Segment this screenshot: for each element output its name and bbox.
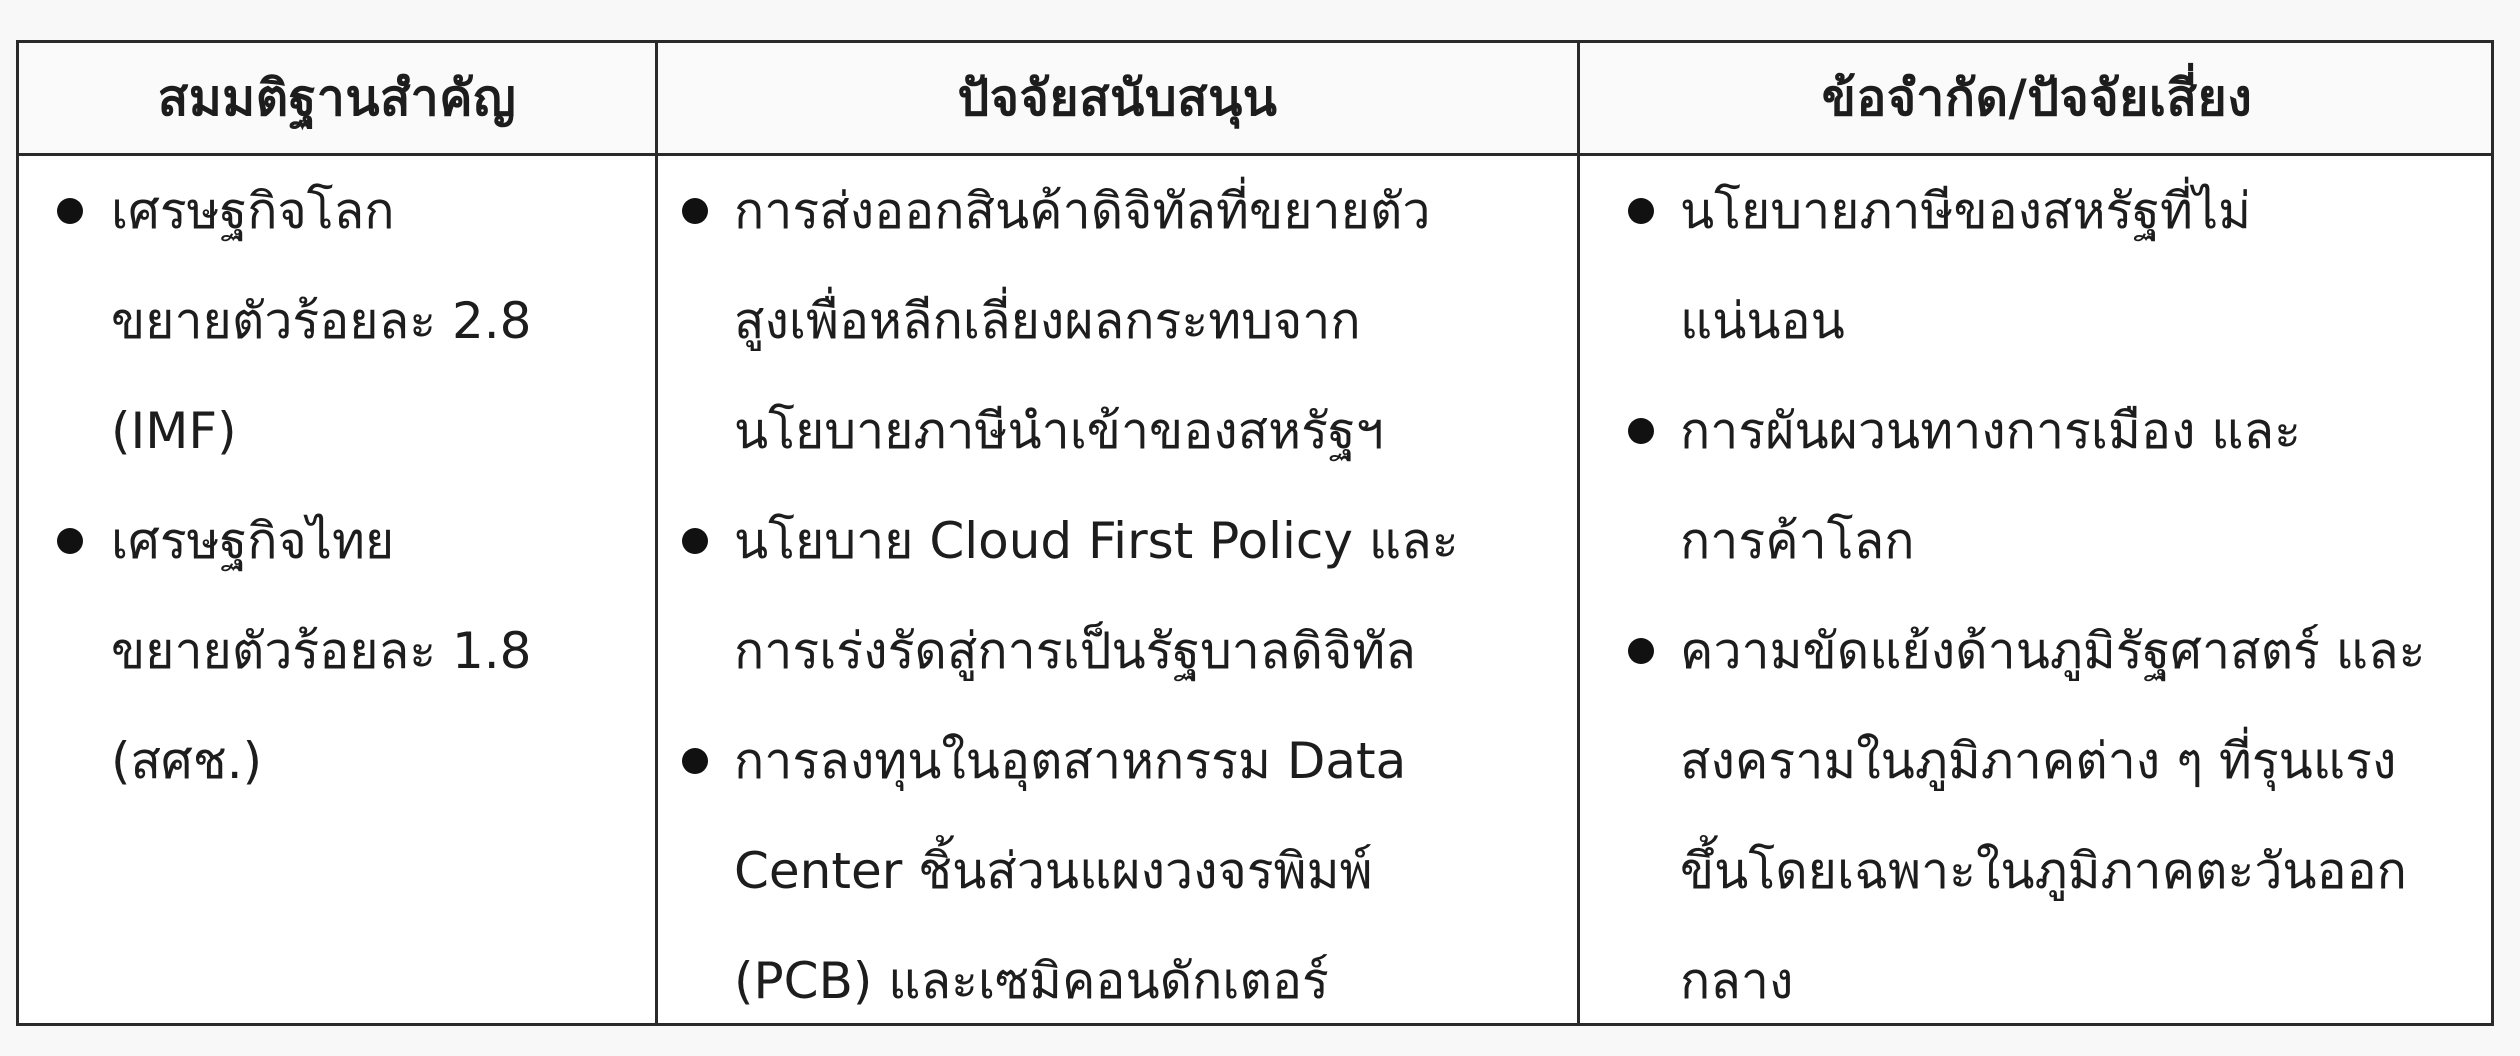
list-item-text: นโยบาย Cloud First Policy และ การเร่งรัดสู่การเป็นรัฐบาลดิจิทัล <box>734 512 1459 680</box>
assumptions-list <box>49 156 655 816</box>
header-constraints-risks: ข้อจำกัด/ปัจจัยเสี่ยง <box>1821 68 2253 127</box>
cell-constraints-risks <box>1580 156 2494 1023</box>
list-item-text: นโยบายภาษีของสหรัฐที่ไม่ แน่นอน <box>1680 182 2252 350</box>
list-item <box>49 156 655 486</box>
bullet-icon <box>682 528 708 554</box>
bullet-icon <box>682 198 708 224</box>
assumptions-table <box>16 40 2494 1026</box>
supporting-factors-list <box>676 156 1577 1036</box>
list-item-text: การลงทุนในอุตสาหกรรม Data Center ชิ้นส่วนแผงวงจรพิมพ์ (PCB) และเซมิคอนดักเตอร์ <box>734 732 1407 1010</box>
list-item <box>676 156 1577 486</box>
header-key-assumptions: สมมติฐานสำคัญ <box>157 68 517 127</box>
list-item-text: ความขัดแย้งด้านภูมิรัฐศาสตร์ และ สงครามในภูมิภาคต่าง ๆ ที่รุนแรง ขึ้นโดยเฉพาะในภูมิภาคตะวันออก กลาง <box>1680 622 2426 1010</box>
list-item-text: การผันผวนทางการเมือง และ การค้าโลก <box>1680 402 2301 570</box>
bullet-icon <box>1628 638 1654 664</box>
cell-supporting-factors <box>658 156 1577 1023</box>
list-item <box>676 486 1577 706</box>
bullet-icon <box>682 748 708 774</box>
table-header-row <box>19 43 2491 156</box>
list-item-text: เศรษฐกิจโลก ขยายตัวร้อยละ 2.8 (IMF) <box>111 182 532 460</box>
cell-key-assumptions <box>19 156 655 1023</box>
list-item <box>49 486 655 816</box>
list-item-text: การส่งออกสินค้าดิจิทัลที่ขยายตัว สูงเพื่อหลีกเลี่ยงผลกระทบจาก นโยบายภาษีนำเข้าของสหรัฐฯ <box>734 182 1431 460</box>
bullet-icon <box>1628 198 1654 224</box>
list-item <box>676 706 1577 1036</box>
bullet-icon <box>57 528 83 554</box>
list-item <box>1620 156 2494 376</box>
list-item-text: เศรษฐกิจไทย ขยายตัวร้อยละ 1.8 (สศช.) <box>111 512 532 790</box>
list-item <box>1620 376 2494 596</box>
list-item <box>1620 596 2494 1036</box>
bullet-icon <box>1628 418 1654 444</box>
constraints-risks-list <box>1620 156 2494 1036</box>
bullet-icon <box>57 198 83 224</box>
header-supporting-factors: ปัจจัยสนับสนุน <box>957 68 1278 127</box>
